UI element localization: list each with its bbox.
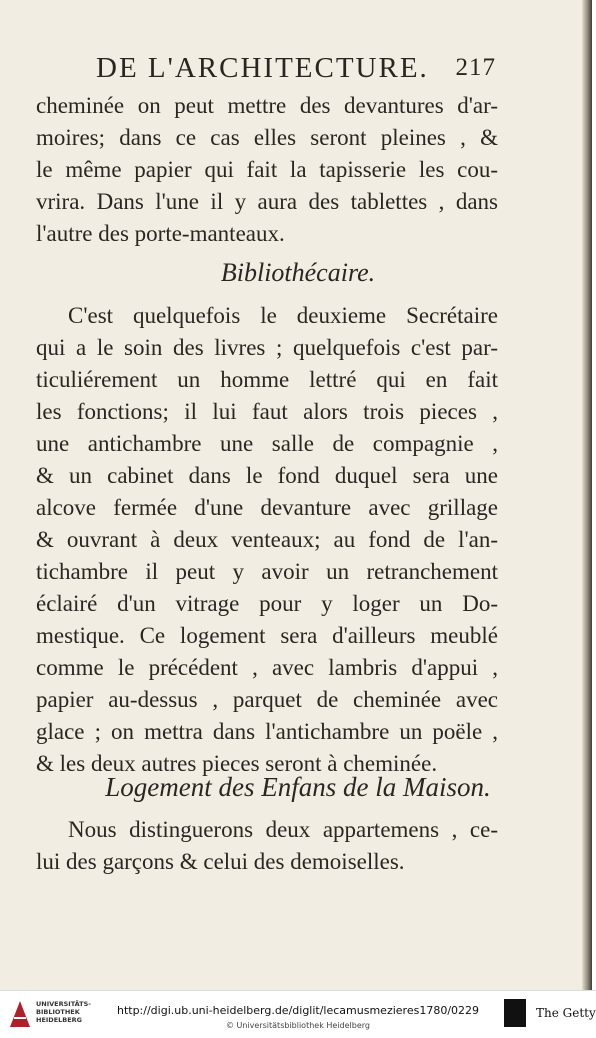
text-line: éclairé d'un vitrage pour y loger un Do- [36, 591, 498, 616]
text-line: moires; dans ce cas elles seront pleines , & [36, 125, 498, 150]
running-header [96, 52, 496, 92]
text-line: mestique. Ce logement sera d'ailleurs meublé [36, 623, 498, 648]
text-line: ticuliérement un homme lettré qui en fait [36, 367, 498, 392]
text-line: vrira. Dans l'une il y aura des tablettes , dans [36, 189, 498, 214]
section-heading: Logement des Enfans de la Maison. [105, 772, 491, 802]
text-line: & les deux autres pieces seront à cheminée. [36, 751, 438, 776]
partner-name: The Getty [536, 1006, 596, 1020]
text-line: une antichambre une salle de compagnie , [36, 431, 498, 456]
section-heading: Bibliothécaire. [220, 258, 376, 287]
permalink-url[interactable]: http://digi.ub.uni-heidelberg.de/diglit/lecamusmezieres1780/0229 [116, 1004, 480, 1017]
text-line: Nous distinguerons deux appartemens , ce- [68, 817, 498, 842]
page-edge-shadow [582, 0, 592, 990]
getty-logo-icon [504, 999, 526, 1027]
viewer-footer [0, 990, 596, 1038]
page-number: 217 [455, 54, 496, 81]
text-line: alcove fermée d'une devanture avec grillage [36, 495, 498, 520]
text-line: glace ; on mettra dans l'antichambre un poële , [36, 719, 498, 744]
text-line: papier au-dessus , parquet de cheminée avec [36, 687, 498, 712]
header-title: DE L'ARCHITECTURE. [96, 52, 429, 84]
text-line: cheminée on peut mettre des devantures d'ar- [36, 93, 498, 118]
text-line: les fonctions; il lui faut alors trois pieces , [36, 399, 498, 424]
text-line: lui des garçons & celui des demoiselles. [36, 849, 405, 874]
copyright-notice: © Universitätsbibliothek Heidelberg [225, 1021, 370, 1030]
text-line: tichambre il peut y avoir un retranchement [36, 559, 498, 584]
text-line: le même papier qui fait la tapisserie les cou- [36, 157, 498, 182]
text-line: C'est quelquefois le deuxieme Secrétaire [68, 303, 498, 328]
text-line: & ouvrant à deux venteaux; au fond de l'an- [36, 527, 498, 552]
text-line: qui a le soin des livres ; quelquefois c'est par- [36, 335, 498, 360]
text-line: & un cabinet dans le fond duquel sera une [36, 463, 498, 488]
text-line: comme le précédent , avec lambris d'appui , [36, 655, 498, 680]
library-name: UNIVERSITÄTS- BIBLIOTHEK HEIDELBERG [36, 1000, 91, 1024]
text-line: l'autre des porte-manteaux. [36, 221, 285, 246]
